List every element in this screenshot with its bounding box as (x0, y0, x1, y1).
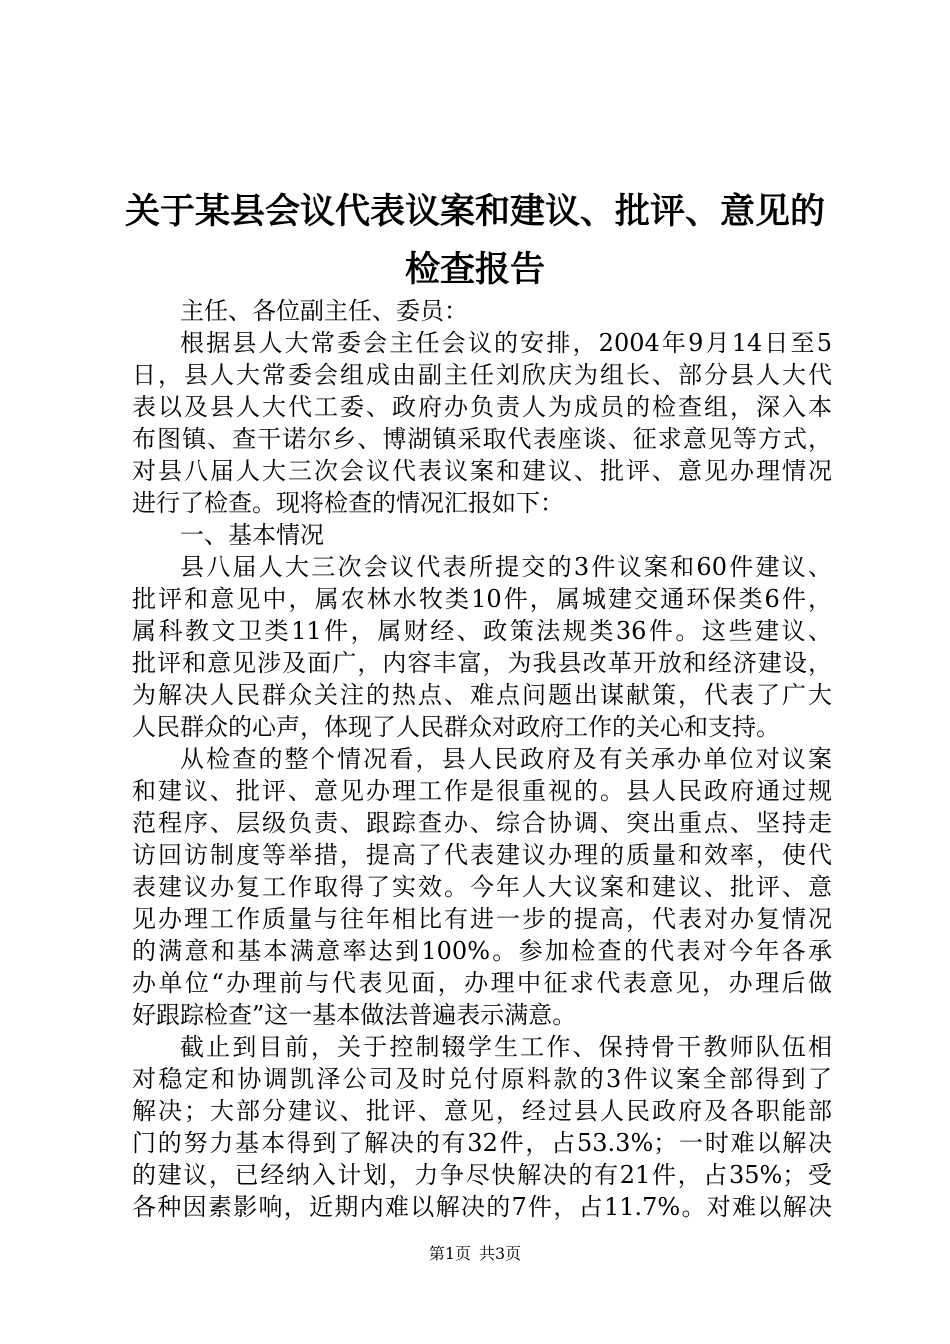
text-line: 表以及县人大代工委、政府办负责人为成员的检查组，深入本 (132, 393, 832, 421)
text-line: 批评和意见中，属农林水牧类10件，属城建交通环保类6件， (132, 585, 832, 613)
text-line: 表建议办复工作取得了实效。今年人大议案和建议、批评、意 (132, 873, 832, 901)
text-line: 办单位“办理前与代表见面，办理中征求代表意见，办理后做 (132, 969, 832, 997)
text-line: 日，县人大常委会组成由副主任刘欣庆为组长、部分县人大代 (132, 361, 832, 389)
text-line: 人民群众的心声，体现了人民群众对政府工作的关心和支持。 (132, 713, 780, 741)
section-heading: 一、基本情况 (180, 521, 324, 549)
page-number: 第1页 (428, 1244, 471, 1263)
document-body (132, 295, 832, 1223)
text-line: 对县八届人大三次会议代表议案和建议、批评、意见办理情况 (132, 457, 832, 485)
text-line: 进行了检查。现将检查的情况汇报如下： (132, 489, 564, 517)
text-line: 的满意和基本满意率达到100%。参加检查的代表对今年各承 (132, 937, 832, 965)
salutation-line: 主任、各位副主任、委员： (180, 297, 468, 325)
text-line: 范程序、层级负责、跟踪查办、综合协调、突出重点、坚持走 (132, 809, 832, 837)
text-line: 的建议，已经纳入计划，力争尽快解决的有21件，占35%；受 (132, 1161, 832, 1189)
text-line: 为解决人民群众关注的热点、难点问题出谋献策，代表了广大 (132, 681, 832, 709)
page-total: 共3页 (479, 1244, 522, 1263)
text-line: 属科教文卫类11件，属财经、政策法规类36件。这些建议、 (132, 617, 832, 645)
text-line: 布图镇、查干诺尔乡、博湖镇采取代表座谈、征求意见等方式， (132, 425, 832, 453)
text-line: 县八届人大三次会议代表所提交的3件议案和60件建议、 (180, 553, 832, 581)
document-title-line-1: 关于某县会议代表议案和建议、批评、意见的 (124, 192, 825, 232)
document-title-line-2: 检查报告 (404, 250, 545, 290)
text-line: 根据县人大常委会主任会议的安排，2004年9月14日至5 (180, 329, 832, 357)
text-line: 和建议、批评、意见办理工作是很重视的。县人民政府通过规 (132, 777, 832, 805)
text-line: 从检查的整个情况看，县人民政府及有关承办单位对议案 (180, 745, 832, 773)
text-line: 批评和意见涉及面广，内容丰富，为我县改革开放和经济建设， (132, 649, 832, 677)
text-line: 门的努力基本得到了解决的有32件，占53.3%；一时难以解决 (132, 1129, 832, 1157)
text-line: 截止到目前，关于控制辍学生工作、保持骨干教师队伍相 (180, 1033, 832, 1061)
text-line: 好跟踪检查”这一基本做法普遍表示满意。 (132, 1001, 577, 1029)
text-line: 对稳定和协调凯泽公司及时兑付原料款的3件议案全部得到了 (132, 1065, 832, 1093)
text-line: 访回访制度等举措，提高了代表建议办理的质量和效率，使代 (132, 841, 832, 869)
page-footer (0, 1244, 950, 1264)
text-line: 各种因素影响，近期内难以解决的7件，占11.7%。对难以解决 (132, 1193, 832, 1221)
text-line: 见办理工作质量与往年相比有进一步的提高，代表对办复情况 (132, 905, 832, 933)
text-line: 解决；大部分建议、批评、意见，经过县人民政府及各职能部 (132, 1097, 832, 1125)
